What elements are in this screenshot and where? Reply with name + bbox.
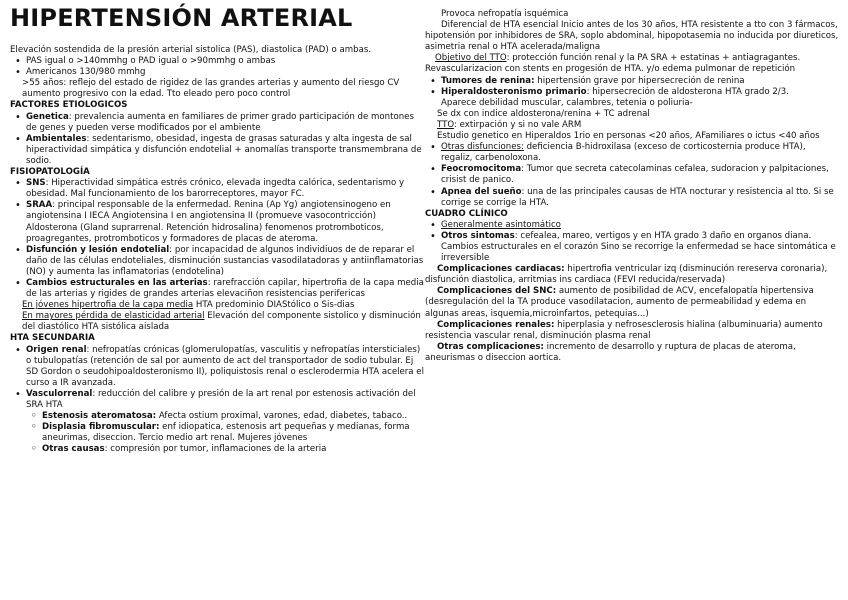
- diferencial-text: [425, 20, 839, 53]
- list-item: [10, 278, 424, 300]
- sub-list-item: [10, 444, 424, 455]
- jovenes-note: [10, 300, 424, 311]
- item-label: Complicaciones renales:: [437, 319, 555, 330]
- age-note-2: aumento progresivo con la edad. Tto eleado pero poco control: [22, 89, 291, 100]
- item-text: enf idiopatica, estenosis art pequeñas y medianas, forma aneurimas, diseccion. Tercio medio art renal. Mujeres jóvenes: [42, 422, 410, 444]
- otras-complicaciones: [425, 342, 839, 364]
- cuadro-list: [425, 220, 839, 264]
- item-text: : Hiperactividad simpática estrés crónico, elevada ingedta calórica, sedentarismo y obesidad. Mal funcionamiento de los barorreceptores, mayor FC.: [26, 178, 405, 200]
- list-item: [425, 187, 839, 209]
- list-item: [425, 142, 839, 164]
- item-label: SNS: [26, 178, 46, 189]
- section-heading-fisiopatologia: FISIOPATOLOGÍA: [10, 167, 90, 178]
- diferencial-line: Diferencial de HTA esencial Inicio antes de los 30 años, HTA resistente a tto con 3 fármacos, hipotensión por inhibidores de SRA, soplo abdominal, hipopotasemia no inducida por diureticos, asimetria renal o HTA acelerada/maligna: [425, 20, 839, 53]
- item-label: Apnea del sueño: [441, 186, 522, 197]
- list-item: [425, 231, 839, 264]
- item-label: Otras causas: [42, 444, 105, 455]
- item-text: : rarefracción capilar, hipertrofia de la capa media de las arterias y rigides de grandes arterias elevaciñon resistencias perifericas: [26, 277, 424, 300]
- estudio-line: Estudio genetico en Hiperaldos 1rio en personas <20 años, AFamiliares o ictus <40 años: [437, 131, 820, 142]
- item-text: deficiencia B-hidroxilasa (exceso de corticosternia produce HTA), regaliz, carbenoloxona.: [441, 142, 806, 164]
- otras-disf-list: [425, 142, 839, 209]
- list-item: [425, 76, 839, 87]
- comp-cardiacas: [425, 264, 839, 286]
- age-note: >55 años: reflejo del estado de rigidez de las grandes arterias y aumento del riesgo CV: [22, 78, 400, 89]
- list-item: [10, 245, 424, 278]
- right-column: [425, 9, 839, 364]
- list-item: [10, 200, 424, 244]
- item-text: : una de las principales causas de HTA nocturar y resistencia al tto. Si se corrige se corrige la HTA.: [441, 186, 834, 208]
- item-label: Otras complicaciones:: [437, 341, 544, 352]
- note-text: Elevación del componente sistolico y disminución del diastólico HTA sistólica aislada: [22, 311, 421, 333]
- underlined-text: Otras disfunciones:: [441, 142, 524, 153]
- list-item: • PAS igual o >140mmhg o PAD igual o >90mmhg o ambas: [10, 56, 424, 67]
- item-text: : Tumor que secreta catecolaminas cefalea, sudoracion y palpitaciones, crisist de panico.: [441, 164, 829, 186]
- item-text: Afecta ostium proximal, varones, edad, diabetes, tabaco..: [156, 411, 408, 422]
- item-label: SRAA: [26, 200, 53, 211]
- item-text: : sedentarismo, obesidad, ingesta de grasas saturadas y alta ingesta de sal hiperactividad simpática y disfunción endotelial + anomalías transporte transmembrana de sodio.: [26, 133, 422, 166]
- comp-snc: [425, 286, 839, 319]
- comp-renales: [425, 320, 839, 342]
- item-text: : reducción del calibre y presión de la art renal por estenosis activación del SRA HTA: [26, 388, 416, 410]
- item-text: : principal responsable de la enfermedad. Renina (Ap Yg) angiotensinogeno en angiotensina I IECA Angiotensina I en angiotensina II (promueve vasocontricción) Aldosterona (Gland suprarrenal. Retención hidrosalina) fenomenos protromboticos, proagregantes, protromboticos y formadores de placas de ateroma.: [26, 200, 391, 244]
- item-text: : cefealea, mareo, vertigos y en HTA grado 3 daño en organos diana. Cambios estructurales en el corazón Sino se recorrige la enfermedad se hace sintomática e irreversible: [441, 230, 836, 264]
- note-text: HTA predominio DIAStólico o Sis-dias: [193, 300, 355, 311]
- list-item: [10, 112, 424, 134]
- item-text: hipertensión grave por hipersecreción de renina: [534, 75, 745, 86]
- mayores-note: [10, 311, 424, 333]
- item-label: Feocromocitoma: [441, 164, 522, 175]
- item-label: Disfunción y lesión endotelial: [26, 244, 170, 255]
- item-label: Hiperaldosteronismo primario: [441, 86, 587, 97]
- note-text: : protección función renal y la PA SRA + estatinas + antiagragantes. Revascularizacion con stents en progesión de HTA. y/o edema pulmonar de repetición: [425, 53, 801, 75]
- list-item: [10, 389, 424, 411]
- objetivo-text: [425, 53, 839, 75]
- item-text: incremento de desarrollo y ruptura de placas de ateroma, aneurismas o diseccion aortica.: [425, 341, 796, 363]
- item-text: : prevalencia aumenta en familiares de primer grado participación de montones de genes y pueden verse modificados por el ambiente: [26, 111, 414, 133]
- intro-text: Elevación sostendida de la presión arterial sistolica (PAS), diastolica (PAD) o ambas.: [10, 45, 372, 55]
- hta-sec-list: [10, 345, 424, 456]
- factores-list: [10, 112, 424, 167]
- list-item: [425, 220, 839, 231]
- item-text: : nefropatías crónicas (glomerulopatías, vasculitis y nefropatías intersticiales) o tubulopatías (retención de sal por aumento de act del transportador de sodio tubular. Ej SD Gordon o seudohipoaldosteronismo II), poliquistosis renal o esclerodermia HTA acelera el curso a IR avanzada.: [26, 344, 424, 388]
- sub-list-item: [10, 411, 424, 422]
- item-label: Vasculorrenal: [26, 388, 93, 399]
- item-text: : hipersecreción de aldosterona HTA grado 2/3.: [586, 86, 789, 97]
- item-label: Otros sintomas: [441, 230, 515, 241]
- section-heading-cuadro-clinico: CUADRO CLÍNICO: [425, 208, 508, 219]
- sedx-line: Se dx con indice aldosterona/renina + TC adrenal: [437, 108, 650, 119]
- nefropatia-line: Provoca nefropatía isquémica: [441, 9, 569, 19]
- fisio-list: [10, 178, 424, 300]
- underlined-text: En mayores pérdida de elasticidad arterial: [22, 311, 205, 322]
- underlined-text: Generalmente asintomático: [441, 219, 561, 230]
- sub-list-item: [10, 422, 424, 444]
- list-item: [425, 164, 839, 186]
- estudio-text: [425, 131, 839, 142]
- item-label: Displasia fibromuscular:: [42, 422, 160, 433]
- underlined-text: TTO: [437, 119, 454, 130]
- list-item: [10, 134, 424, 167]
- item-label: Tumores de renina:: [441, 75, 535, 86]
- left-column: [10, 0, 424, 455]
- tto-line: [425, 120, 839, 131]
- underlined-text: En jóvenes hipertrofia de la capa media: [22, 300, 194, 311]
- item-text: : por incapacidad de algunos individiuos de de reparar el daño de las células endoteliales, disminución sustancias vasodilatadoras y antiinflamatorias (NO) y aumenta las inflamatorias (endotelina): [26, 244, 424, 277]
- section-heading-factores: FACTORES ETIOLOGICOS: [10, 100, 128, 111]
- item-text: aumento de posibilidad de ACV, encefalopatía hipertensiva (desregulación del la TA produce vasodilatacion, aumento de permeabilidad y edema en algunas areas, isquemia,microinfartos, petequias...): [425, 286, 814, 319]
- intro-bullets: [10, 56, 424, 78]
- page-title: HIPERTENSIÓN ARTERIAL: [10, 4, 353, 32]
- item-label: Complicaciones del SNC:: [437, 286, 557, 297]
- list-item: [425, 87, 839, 98]
- list-item: [10, 178, 424, 200]
- item-text: hiperplasia y nefrosesclerosis hialina (albuminuaria) aumento resistencia vascular renal, disminución plasma renal: [425, 319, 823, 341]
- tumores-list: [425, 76, 839, 98]
- aparece-line: Aparece debilidad muscular, calambres, tetenia o poliuria-: [441, 97, 693, 108]
- item-label: Ambientales: [26, 133, 87, 144]
- underlined-text: Objetivo del TTO: [435, 53, 507, 64]
- item-label: Complicaciones cardiacas:: [437, 264, 565, 275]
- item-text: : compresión por tumor, inflamaciones de la arteria: [104, 444, 327, 455]
- item-label: Origen renal: [26, 344, 87, 355]
- list-item: • Americanos 130/980 mmhg: [10, 67, 424, 78]
- item-label: Cambios estructurales en las arterias: [26, 277, 208, 288]
- list-item: [10, 345, 424, 389]
- item-label: Genetica: [26, 111, 69, 122]
- item-label: Estenosis ateromatosa:: [42, 411, 157, 422]
- section-heading-hta-secundaria: HTA SECUNDARIA: [10, 333, 95, 344]
- item-text: hipertrofia ventricular izq (disminución rereserva coronaria), disfunción diastolica, arritmias ins cardiaca (FEVI reducida/reservada): [425, 264, 828, 286]
- note-text: : extirpación y si no vale ARM: [453, 119, 582, 130]
